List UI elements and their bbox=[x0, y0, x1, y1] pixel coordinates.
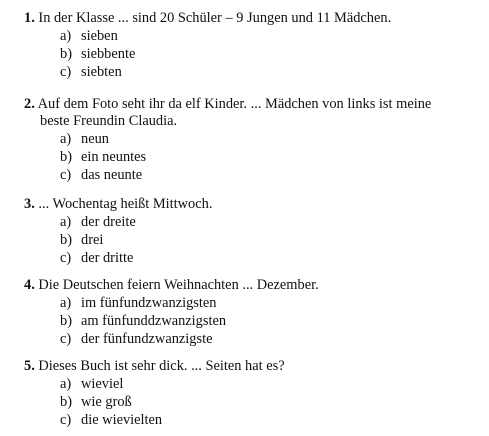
question-4-option-c[interactable] bbox=[24, 330, 484, 348]
question-2-option-b[interactable] bbox=[24, 148, 484, 166]
option-text: das neunte bbox=[81, 167, 143, 183]
question-2-option-c[interactable] bbox=[24, 166, 484, 184]
question-4-prompt bbox=[24, 277, 484, 294]
option-letter: a) bbox=[60, 295, 72, 311]
question-5 bbox=[24, 358, 484, 429]
question-2 bbox=[24, 96, 484, 184]
question-2-prompt-continued: beste Freundin Claudia. bbox=[40, 113, 178, 129]
option-letter: b) bbox=[60, 313, 72, 329]
option-text: die wievielten bbox=[81, 412, 163, 428]
question-5-option-c[interactable] bbox=[24, 411, 484, 429]
option-letter: a) bbox=[60, 376, 72, 392]
option-letter: a) bbox=[60, 131, 72, 147]
question-5-number: 5. bbox=[24, 358, 35, 374]
option-text: neun bbox=[81, 131, 109, 147]
option-letter: b) bbox=[60, 46, 72, 62]
question-5-text: Dieses Buch ist sehr dick. ... Seiten hat es? bbox=[38, 358, 285, 374]
question-3-number: 3. bbox=[24, 196, 35, 212]
question-1-prompt bbox=[24, 10, 484, 27]
option-text: am fünfunddzwanzigsten bbox=[81, 313, 227, 329]
question-2-number: 2. bbox=[24, 96, 35, 112]
option-letter: c) bbox=[60, 64, 72, 80]
question-4 bbox=[24, 277, 484, 348]
option-letter: c) bbox=[60, 167, 72, 183]
option-letter: c) bbox=[60, 250, 72, 266]
option-text: siebbente bbox=[81, 46, 136, 62]
option-text: ein neuntes bbox=[81, 149, 147, 165]
question-1-option-c[interactable] bbox=[24, 63, 484, 81]
question-5-option-b[interactable] bbox=[24, 393, 484, 411]
question-3-option-a[interactable] bbox=[24, 213, 484, 231]
option-text: im fünfundzwanzigsten bbox=[81, 295, 217, 311]
option-text: der dreite bbox=[81, 214, 136, 230]
question-1-option-b[interactable] bbox=[24, 45, 484, 63]
question-2-text: Auf dem Foto seht ihr da elf Kinder. ... Mädchen von links ist meine bbox=[37, 96, 432, 112]
question-3 bbox=[24, 196, 484, 267]
question-4-option-a[interactable] bbox=[24, 294, 484, 312]
option-text: wie groß bbox=[81, 394, 132, 410]
question-4-number: 4. bbox=[24, 277, 35, 293]
question-1-option-a[interactable] bbox=[24, 27, 484, 45]
question-1-number: 1. bbox=[24, 10, 35, 26]
option-text: sieben bbox=[81, 28, 118, 44]
question-4-option-b[interactable] bbox=[24, 312, 484, 330]
question-3-option-b[interactable] bbox=[24, 231, 484, 249]
option-letter: b) bbox=[60, 149, 72, 165]
question-3-text: ... Wochentag heißt Mittwoch. bbox=[38, 196, 213, 212]
option-text: drei bbox=[81, 232, 104, 248]
option-letter: a) bbox=[60, 28, 72, 44]
option-text: der fünfundzwanzigste bbox=[81, 331, 213, 347]
question-5-prompt bbox=[24, 358, 484, 375]
option-letter: a) bbox=[60, 214, 72, 230]
option-text: wieviel bbox=[81, 376, 124, 392]
question-2-option-a[interactable] bbox=[24, 130, 484, 148]
option-letter: c) bbox=[60, 331, 72, 347]
question-4-text: Die Deutschen feiern Weihnachten ... Dezember. bbox=[38, 277, 319, 293]
option-text: siebten bbox=[81, 64, 122, 80]
question-3-prompt bbox=[24, 196, 484, 213]
question-5-option-a[interactable] bbox=[24, 375, 484, 393]
option-letter: b) bbox=[60, 232, 72, 248]
question-1-text: In der Klasse ... sind 20 Schüler – 9 Jungen und 11 Mädchen. bbox=[38, 10, 392, 26]
option-letter: b) bbox=[60, 394, 72, 410]
option-letter: c) bbox=[60, 412, 72, 428]
question-3-option-c[interactable] bbox=[24, 249, 484, 267]
question-2-prompt bbox=[24, 96, 484, 113]
question-1 bbox=[24, 10, 484, 81]
option-text: der dritte bbox=[81, 250, 134, 266]
